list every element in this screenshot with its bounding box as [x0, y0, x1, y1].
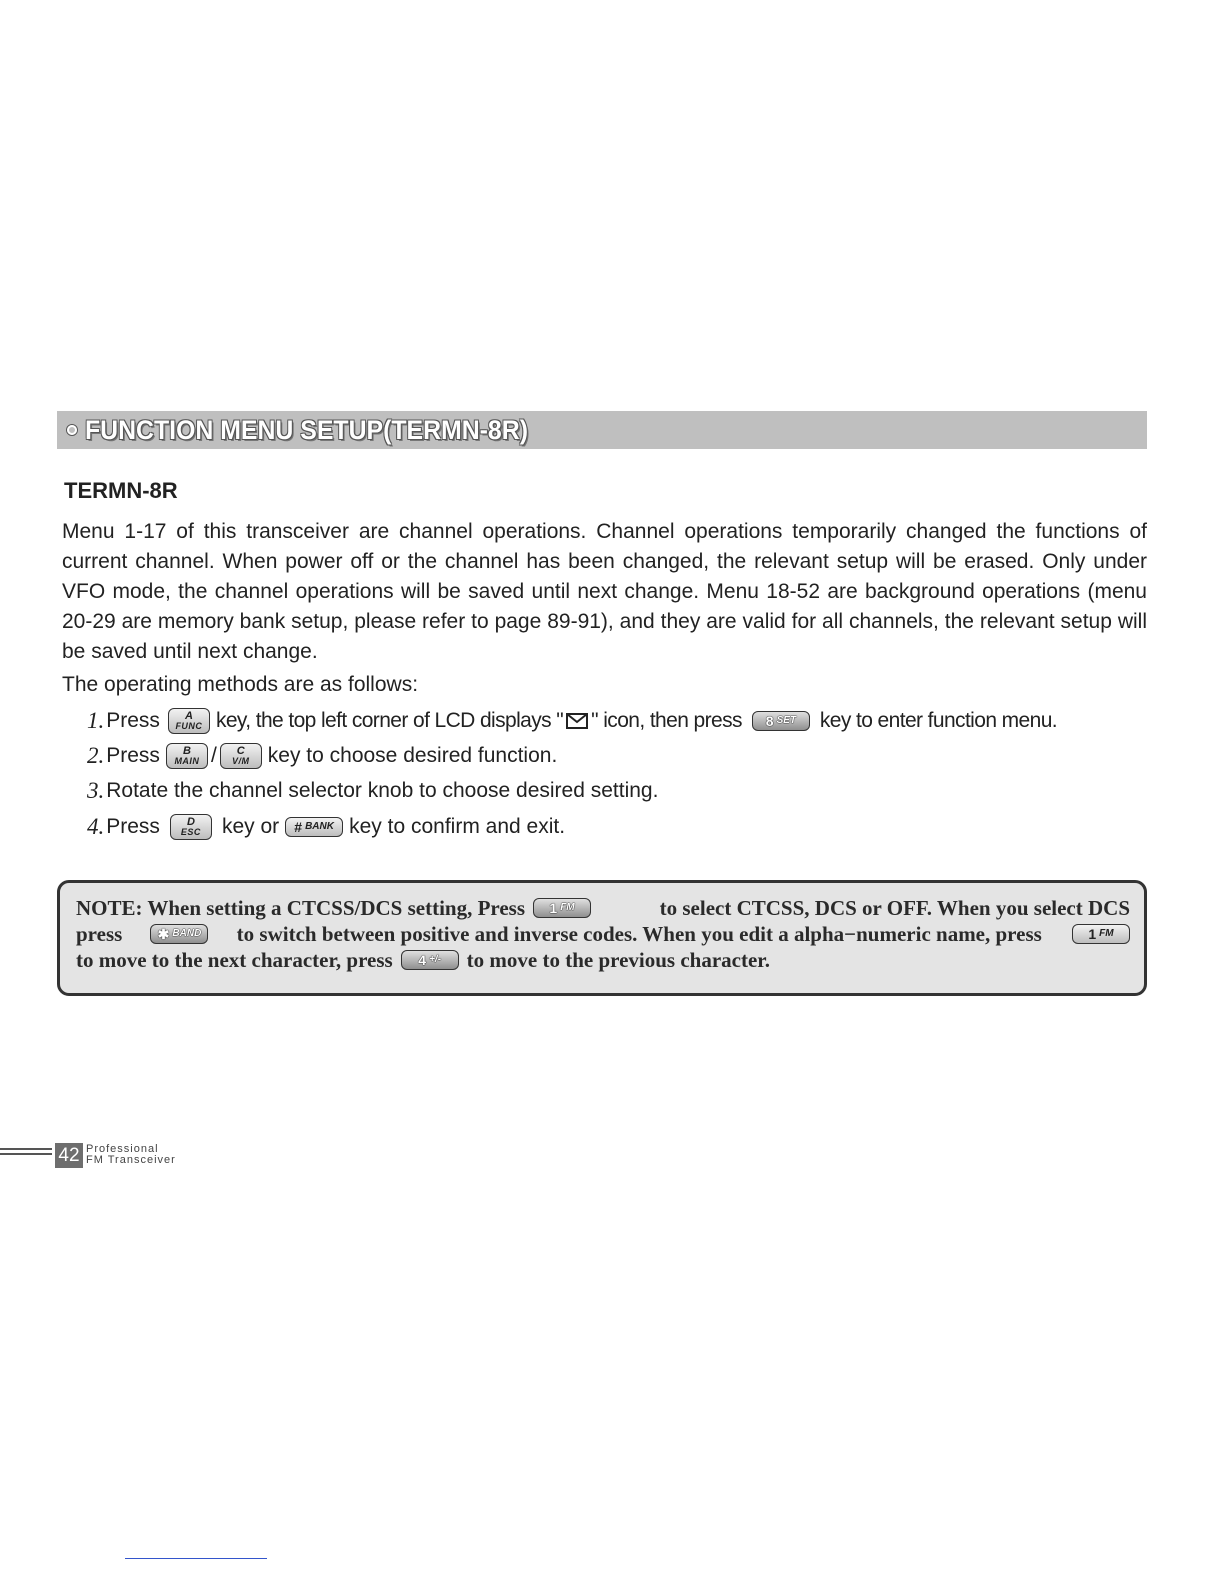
step-number: 4.: [87, 814, 105, 839]
set-key-icon: 8 SET: [752, 711, 810, 731]
separator: /: [210, 744, 217, 767]
footer-decoration: [0, 1148, 52, 1160]
note-line-3: [76, 947, 1130, 973]
bank-key-icon: # BANK: [285, 817, 343, 837]
step-text: key to enter function menu.: [819, 709, 1058, 732]
note-line-1: [76, 895, 1130, 921]
band-key-icon: ✱ BAND: [150, 924, 208, 944]
note-text: to move to the previous character.: [466, 948, 770, 972]
func-key-icon: A FUNC: [168, 708, 210, 734]
step-text: " icon, then press: [591, 709, 742, 732]
section-title: FUNCTION MENU SETUP(TERMN-8R): [85, 414, 528, 445]
step-number: 2.: [87, 743, 105, 768]
step-2: [87, 741, 557, 771]
step-text: key or: [221, 815, 280, 838]
fm-key-icon: 1 FM: [533, 898, 591, 918]
step-1: [87, 706, 1057, 736]
step-3: [87, 776, 658, 806]
vm-key-icon: C V/M: [220, 743, 262, 769]
note-text: to switch between positive and inverse codes. When you edit a alpha−numeric name, press: [236, 922, 1042, 946]
main-key-icon: B MAIN: [166, 743, 208, 769]
envelope-icon: [566, 713, 588, 729]
step-text: key, the top left corner of LCD displays ": [215, 709, 564, 732]
esc-key-icon: D ESC: [170, 814, 212, 840]
step-text: key to confirm and exit.: [349, 815, 566, 838]
step-text: Press: [106, 815, 160, 838]
step-number: 1.: [87, 708, 105, 733]
subheading: TERMN-8R: [64, 478, 178, 503]
fm-key-icon: 1 FM: [1072, 924, 1130, 944]
bottom-rule: [125, 1558, 267, 1559]
note-text: to move to the next character, press: [76, 948, 393, 972]
note-text: press: [76, 922, 123, 946]
step-text: Press: [106, 744, 160, 767]
note-line-2: [76, 921, 1130, 947]
step-number: 3.: [87, 778, 105, 803]
section-header-bar: [57, 411, 1147, 449]
page-number: 42: [55, 1143, 83, 1168]
step-text: Rotate the channel selector knob to choose desired setting.: [106, 779, 659, 802]
footer-label: Professional FM Transceiver: [86, 1143, 176, 1166]
note-text: NOTE: When setting a CTCSS/DCS setting, Press: [76, 896, 526, 920]
note-box: [57, 880, 1147, 996]
step-text: key to choose desired function.: [267, 744, 558, 767]
circle-bullet-icon: [67, 425, 77, 435]
intro-paragraph: Menu 1-17 of this transceiver are channel operations. Channel operations temporarily changed the functions of current channel. When power off or the channel has been changed, the relevant setup will be erased. Only under VFO mode, the channel operations will be saved until next change. Menu 18-52 are background operations (menu 20-29 are memory bank setup, please refer to page 89-91), and they are valid for all channels, the relevant setup will be saved until next change.: [62, 520, 1147, 663]
plus-minus-key-icon: 4 +/-: [401, 950, 459, 970]
step-4: [87, 812, 565, 842]
methods-intro: The operating methods are as follows:: [62, 673, 419, 696]
step-text: Press: [106, 709, 160, 732]
note-text: to select CTCSS, DCS or OFF. When you select DCS: [659, 896, 1130, 920]
